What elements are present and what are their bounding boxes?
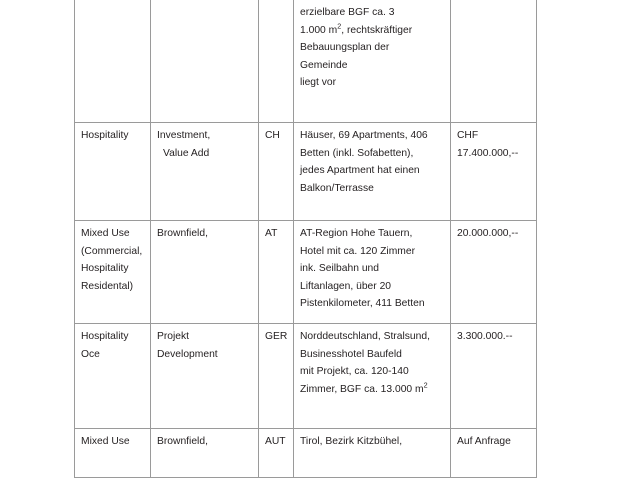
strategy-line: Investment, xyxy=(157,130,211,141)
description-line: liegt vor xyxy=(300,77,337,89)
cell-price xyxy=(451,324,537,429)
description-line: AT-Region Hohe Tauern, xyxy=(300,228,413,239)
cell-description xyxy=(294,429,451,478)
price-amount: 3.300.000.-- xyxy=(457,331,513,342)
cell-description xyxy=(294,0,451,123)
description-line: Betten (inkl. Sofabetten), xyxy=(300,147,414,159)
asset-class-line: Hospitality xyxy=(81,130,129,141)
table-scroll-region xyxy=(74,0,536,447)
cell-strategy xyxy=(151,429,259,478)
square-superscript: 2 xyxy=(423,380,428,390)
strategy-line: Brownfield, xyxy=(157,436,208,447)
asset-class-line: Residental) xyxy=(81,280,134,292)
description-line: ink. Seilbahn und xyxy=(300,263,380,275)
price-amount: 17.400.000,-- xyxy=(457,147,519,159)
strategy-line: Projekt xyxy=(157,331,190,342)
cell-strategy xyxy=(151,221,259,324)
cell-strategy xyxy=(151,324,259,429)
asset-class-line: (Commercial, xyxy=(81,245,143,257)
description-line: Zimmer, BGF ca. 13.000 $m^2$ xyxy=(300,380,428,395)
description-line: Liftanlagen, über 20 xyxy=(300,280,392,292)
cell-country: CH xyxy=(259,123,294,221)
description-line: Gemeinde xyxy=(300,59,348,71)
cell-asset-class xyxy=(75,324,151,429)
cell-asset-class xyxy=(75,123,151,221)
cell-description xyxy=(294,123,451,221)
cell-price xyxy=(451,429,537,478)
description-line: Businesshotel Baufeld xyxy=(300,348,402,360)
asset-class-line: Oce xyxy=(81,348,100,360)
cell-strategy xyxy=(151,123,259,221)
description-line: Tirol, Bezirk Kitzbühel, xyxy=(300,436,403,447)
price-amount: Auf Anfrage xyxy=(457,436,511,447)
description-line: erzielbare BGF ca. 3 xyxy=(300,7,395,18)
description-line: Häuser, 69 Apartments, 406 xyxy=(300,130,428,141)
description-line: Pistenkilometer, 411 Betten xyxy=(300,298,425,310)
description-line: Hotel mit ca. 120 Zimmer xyxy=(300,245,416,257)
asset-class-line: Mixed Use xyxy=(81,436,130,447)
cell-country: AT xyxy=(259,221,294,324)
cell-country: AUT xyxy=(259,429,294,478)
description-line: Norddeutschland, Stralsund, xyxy=(300,331,430,342)
cell-description xyxy=(294,221,451,324)
asset-class-line: Hospitality xyxy=(81,263,129,275)
cell-asset-class xyxy=(75,0,151,123)
strategy-line: Development xyxy=(157,348,218,360)
description-line: 1.000 $m^2$, rechtskräftiger xyxy=(300,21,413,36)
description-line: Balkon/Terrasse xyxy=(300,182,374,194)
strategy-line: Brownfield, xyxy=(157,228,208,239)
price-amount: 20.000.000,-- xyxy=(457,228,519,239)
table-body xyxy=(75,0,537,478)
cell-asset-class xyxy=(75,429,151,478)
strategy-line: Value Add xyxy=(163,147,210,159)
cell-country xyxy=(259,0,294,123)
description-line: Bebauungsplan der xyxy=(300,42,390,54)
property-listing-table xyxy=(74,0,537,478)
asset-class-line: Hospitality xyxy=(81,331,129,342)
cell-price xyxy=(451,221,537,324)
table-row xyxy=(75,324,537,429)
cell-price xyxy=(451,0,537,123)
table-row xyxy=(75,429,537,478)
table-row xyxy=(75,221,537,324)
description-line: mit Projekt, ca. 120-140 xyxy=(300,366,409,378)
cell-price xyxy=(451,123,537,221)
cell-description xyxy=(294,324,451,429)
cell-country: GER xyxy=(259,324,294,429)
table-row xyxy=(75,123,537,221)
description-line: jedes Apartment hat einen xyxy=(300,165,420,177)
square-superscript: 2 xyxy=(337,21,342,31)
asset-class-line: Mixed Use xyxy=(81,228,130,239)
cell-asset-class xyxy=(75,221,151,324)
price-currency: CHF xyxy=(457,130,479,141)
table-row xyxy=(75,0,537,123)
cell-strategy xyxy=(151,0,259,123)
